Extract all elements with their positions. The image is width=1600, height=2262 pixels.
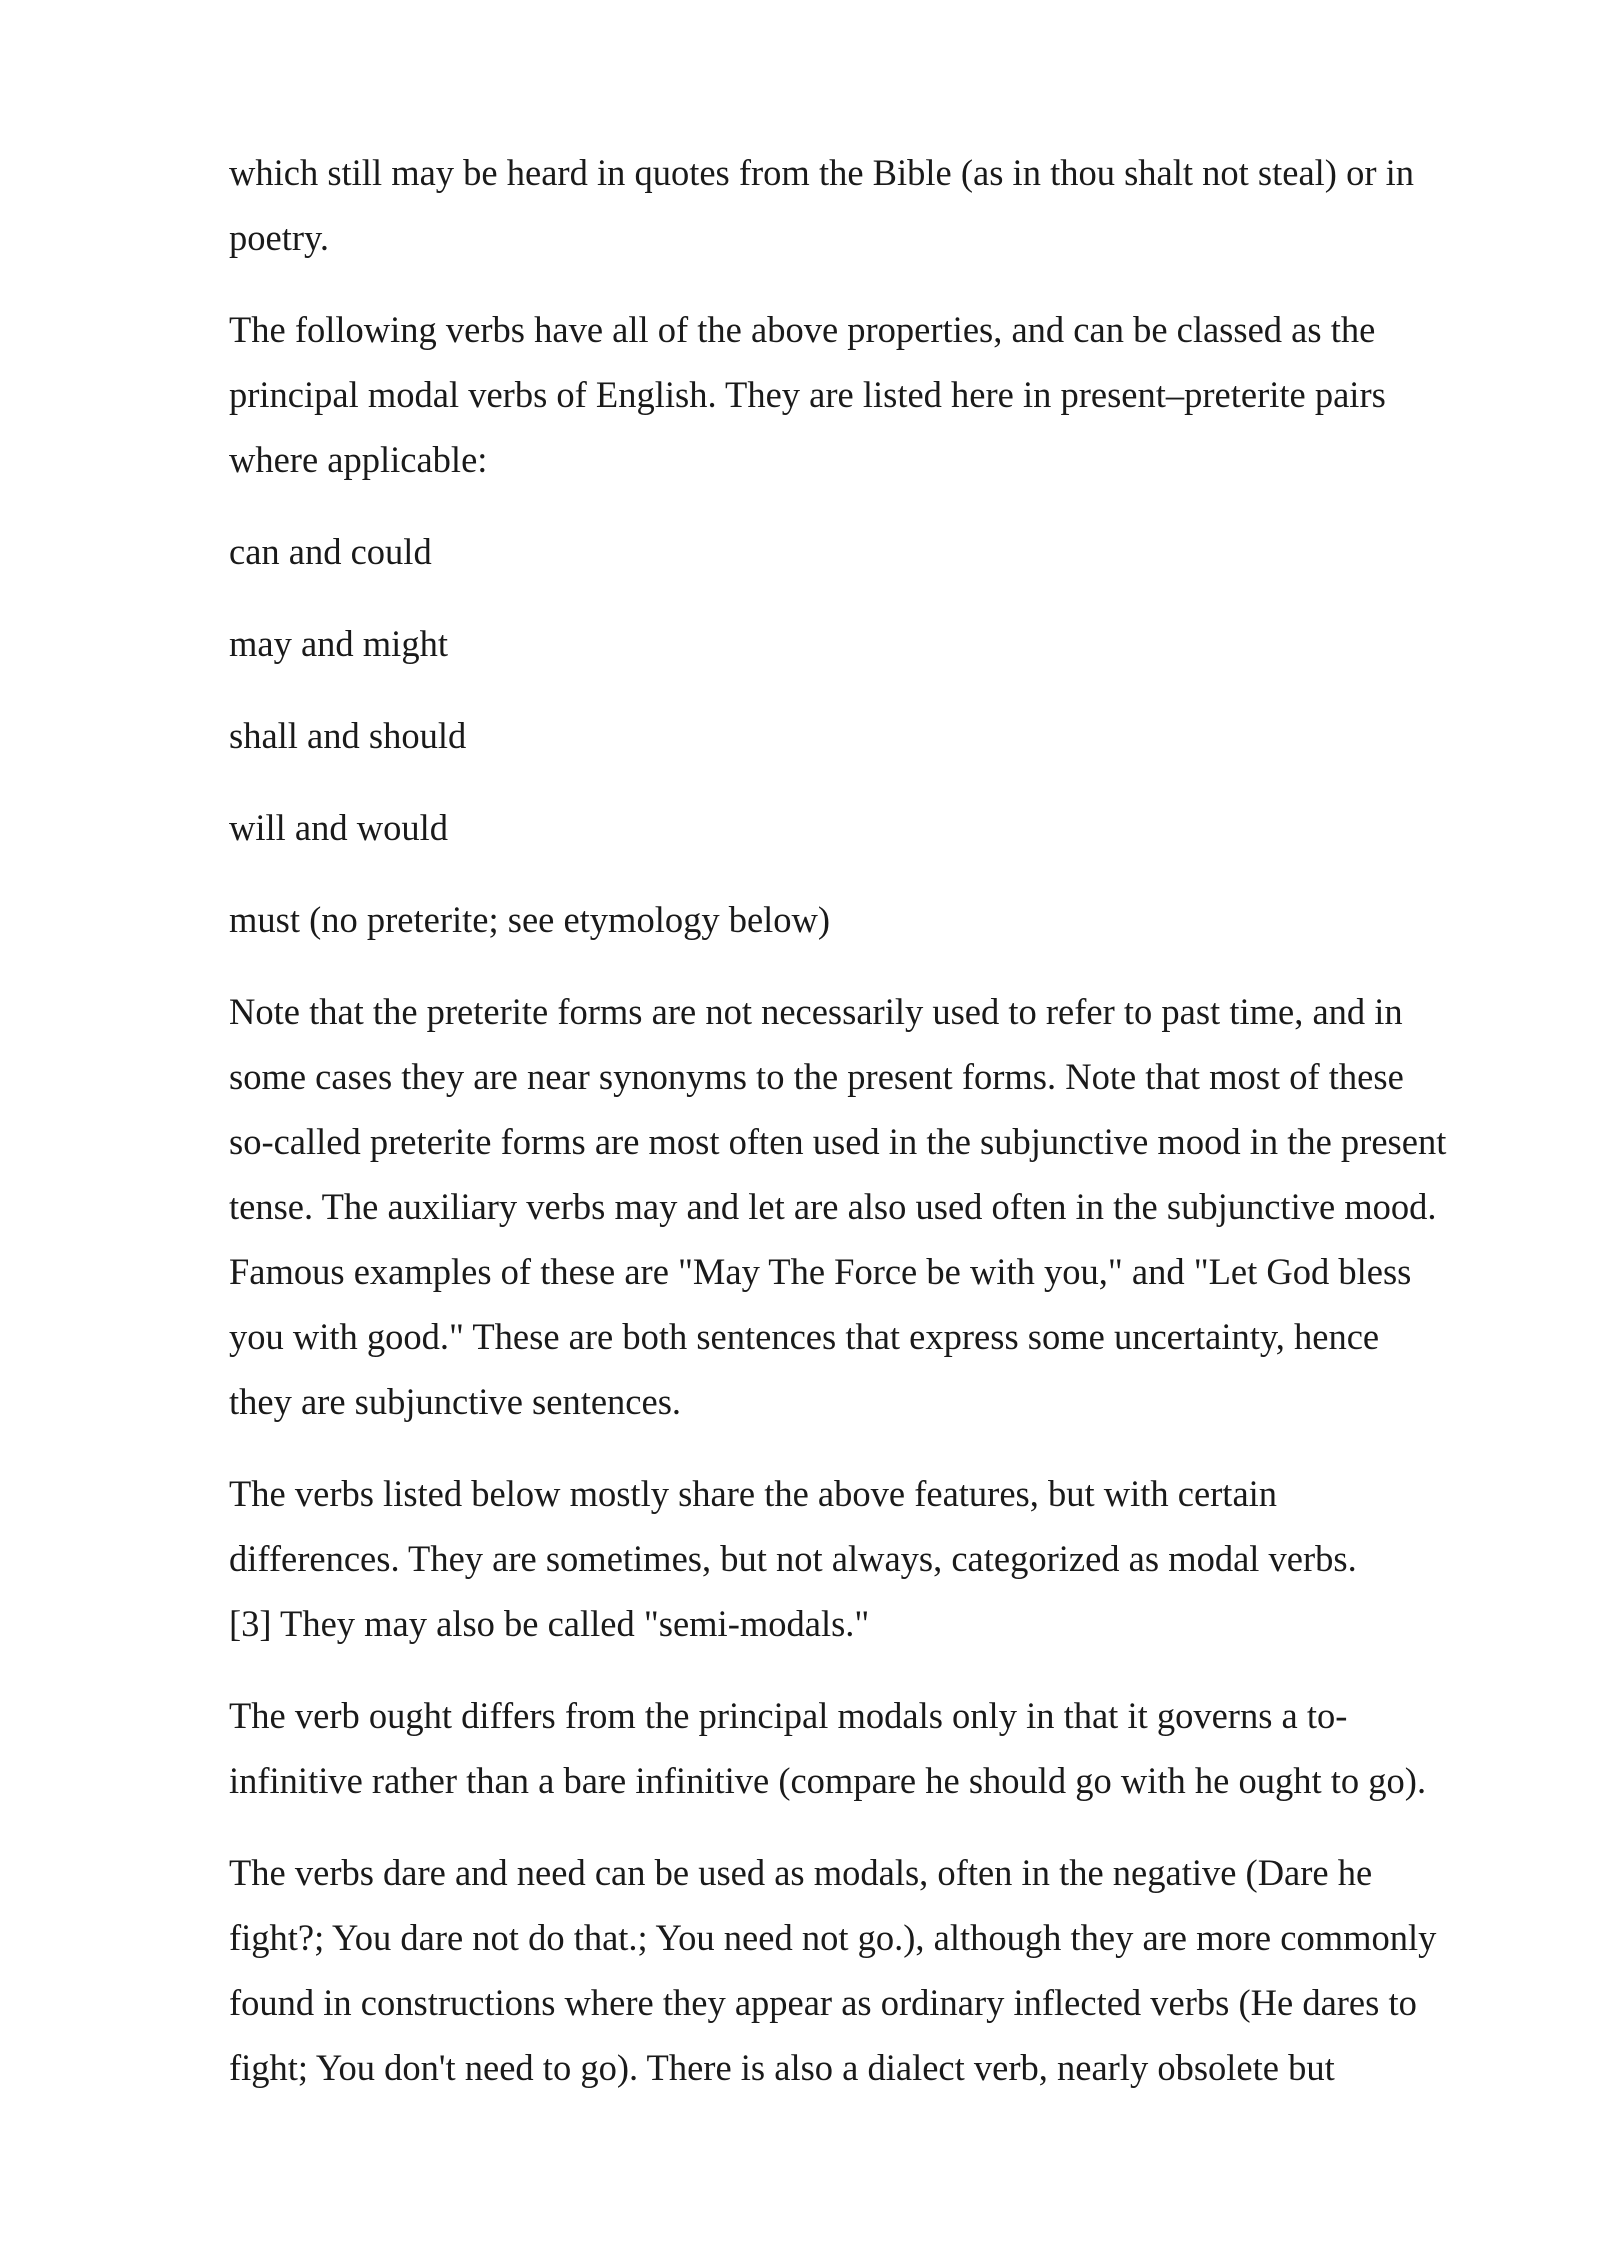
modal-pair-shall-should: [229, 703, 1519, 768]
text-line: can and could: [229, 531, 432, 572]
text-line: so-called preterite forms are most often used in the subjunctive mood in the present: [229, 1121, 1447, 1162]
text-line: where applicable:: [229, 439, 488, 480]
text-line: which still may be heard in quotes from the Bible (as in thou shalt not steal) or in: [229, 152, 1415, 193]
text-line: shall and should: [229, 715, 467, 756]
text-line: fight; You don't need to go). There is also a dialect verb, nearly obsolete but: [229, 2047, 1335, 2088]
modal-pair-may-might: [229, 611, 1519, 676]
document-body: [229, 140, 1519, 2127]
text-line: The verb ought differs from the principal modals only in that it governs a to-: [229, 1695, 1348, 1736]
text-line: some cases they are near synonyms to the present forms. Note that most of these: [229, 1056, 1404, 1097]
paragraph-dare-need: [229, 1840, 1519, 2100]
text-line: found in constructions where they appear as ordinary inflected verbs (He dares to: [229, 1982, 1417, 2023]
text-line: they are subjunctive sentences.: [229, 1381, 682, 1422]
text-line: The verbs listed below mostly share the above features, but with certain: [229, 1473, 1278, 1514]
paragraph-semi-modals: [229, 1461, 1519, 1656]
paragraph-preterite-note: [229, 979, 1519, 1434]
text-line: The following verbs have all of the above properties, and can be classed as the: [229, 309, 1376, 350]
modal-pair-can-could: [229, 519, 1519, 584]
paragraph-bible-poetry: [229, 140, 1519, 270]
paragraph-ought: [229, 1683, 1519, 1813]
modal-pair-will-would: [229, 795, 1519, 860]
text-line: will and would: [229, 807, 448, 848]
text-line: Famous examples of these are "May The Force be with you," and "Let God bless: [229, 1251, 1412, 1292]
text-line: you with good." These are both sentences that express some uncertainty, hence: [229, 1316, 1380, 1357]
text-line: must (no preterite; see etymology below): [229, 899, 831, 940]
text-line: may and might: [229, 623, 448, 664]
text-line: principal modal verbs of English. They are listed here in present–preterite pairs: [229, 374, 1386, 415]
text-line: tense. The auxiliary verbs may and let are also used often in the subjunctive mood.: [229, 1186, 1437, 1227]
modal-must: [229, 887, 1519, 952]
text-line: poetry.: [229, 217, 330, 258]
text-line: The verbs dare and need can be used as modals, often in the negative (Dare he: [229, 1852, 1373, 1893]
text-line: Note that the preterite forms are not necessarily used to refer to past time, and in: [229, 991, 1403, 1032]
text-line: infinitive rather than a bare infinitive (compare he should go with he ought to go).: [229, 1760, 1427, 1801]
text-line: [3] They may also be called "semi-modals.": [229, 1603, 870, 1644]
text-line: fight?; You dare not do that.; You need not go.), although they are more commonly: [229, 1917, 1437, 1958]
text-line: differences. They are sometimes, but not always, categorized as modal verbs.: [229, 1538, 1357, 1579]
paragraph-principal-modals-intro: [229, 297, 1519, 492]
